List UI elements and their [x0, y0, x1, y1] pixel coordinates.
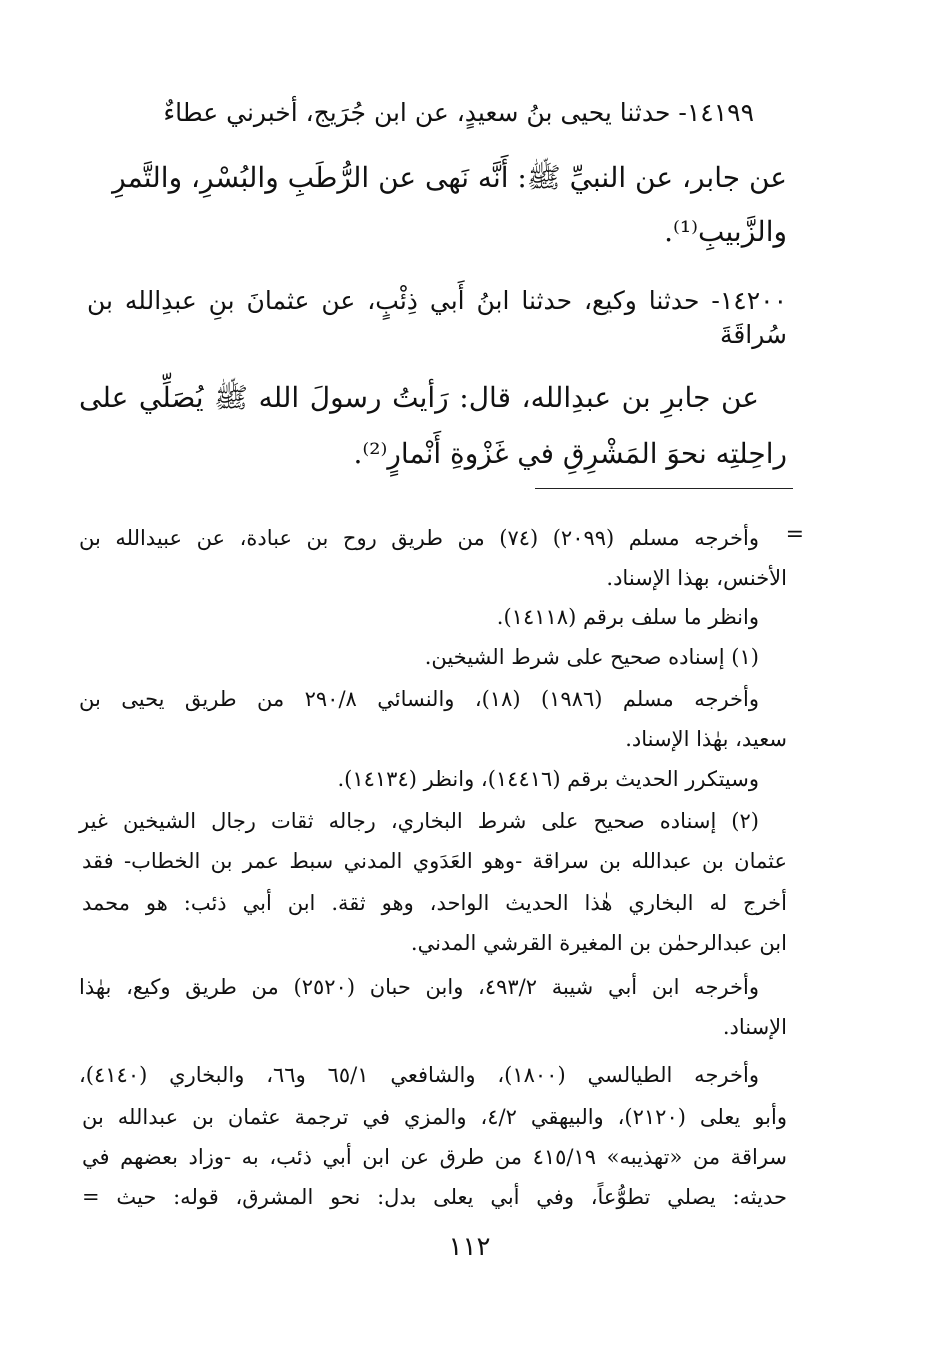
page-number: ١١٢ — [448, 1232, 491, 1262]
hadith-14200-line-3: عن جابرِ بن عبدِالله، قال: رَأيتُ رسولَ الله ﷺ يُصَلِّي على — [79, 381, 759, 414]
footnote-line: وانظر ما سلف برقم (١٤١١٨). — [496, 605, 759, 629]
footnote-line: وسيتكرر الحديث برقم (١٤٤١٦)، وانظر (١٤١٣٤). — [337, 767, 759, 791]
footnote-line: وأخرجه مسلم (١٩٨٦) (١٨)، والنسائي ٢٩٠/٨ من طريق يحيى بن — [79, 687, 759, 711]
hadith-14200-line-1: ١٤٢٠٠- حدثنا وكيع، حدثنا ابنُ أَبي ذِئْبٍ، عن عثمانَ بنِ عبدِالله بن — [87, 286, 787, 315]
footnote-line: وأخرجه ابن أبي شيبة ٤٩٣/٢، وابن حبان (٢٥٢٠) من طريق وكيع، بهٰذا — [79, 975, 759, 999]
hadith-14199-line-1: ١٤١٩٩- حدثنا يحيى بنُ سعيدٍ، عن ابن جُرَيج، أخبرني عطاءٌ — [163, 98, 754, 127]
footnote-line: وأخرجه مسلم (٢٠٩٩) (٧٤) من طريق روح بن عبادة، عن عبيدالله بن — [79, 526, 759, 550]
footnote-line: الأخنس، بهذا الإسناد. — [606, 566, 787, 590]
footnote-divider — [535, 488, 793, 489]
hadith-14200-line-2: سُراقَةَ — [719, 320, 787, 349]
hadith-14199-line-2: عن جابر، عن النبيِّ ﷺ: أَنَّه نَهى عن الرُّطَبِ والبُسْرِ، والتَّمرِ — [112, 161, 787, 194]
hadith-14200-line-4: راحِلتِه نحوَ المَشْرِقِ في غَزْوةِ أَنْمارٍ⁽²⁾. — [353, 437, 787, 470]
footnote-line: (٢) إسناده صحيح على شرط البخاري، رجاله ثقات رجال الشيخين غير — [79, 809, 759, 833]
footnote-line: (١) إسناده صحيح على شرط الشيخين. — [424, 645, 759, 669]
footnote-line: وأخرجه الطيالسي (١٨٠٠)، والشافعي ٦٥/١ و٦٦، والبخاري (٤١٤٠)، — [79, 1063, 759, 1087]
hadith-14199-line-3: والزَّبيبِ⁽¹⁾. — [664, 215, 787, 248]
footnote-line: عثمان بن عبدالله بن سراقة -وهو العَدَوي المدني سبط عمر بن الخطاب- فقد — [82, 849, 787, 873]
footnote-line: الإسناد. — [722, 1015, 787, 1039]
footnote-line: سعيد، بهٰذا الإسناد. — [625, 727, 787, 751]
footnote-line: ابن عبدالرحمٰن بن المغيرة القرشي المدني. — [410, 931, 787, 955]
footnote-line: سراقة من «تهذيبه» ٤١٥/١٩ من طرق عن ابن أبي ذئب، به -وزاد بعضهم في — [82, 1145, 787, 1169]
continuation-mark: = — [785, 522, 804, 547]
footnote-line: وأبو يعلى (٢١٢٠)، والبيهقي ٤/٢، والمزي في ترجمة عثمان بن عبدالله بن — [82, 1105, 787, 1129]
footnote-line: حديثه: يصلي تطوُّعاً، وفي أبي يعلى بدل: نحو المشرق، قوله: حيث = — [82, 1185, 787, 1209]
footnote-line: أخرج له البخاري هٰذا الحديث الواحد، وهو ثقة. ابن أبي ذئب: هو محمد — [82, 891, 787, 915]
